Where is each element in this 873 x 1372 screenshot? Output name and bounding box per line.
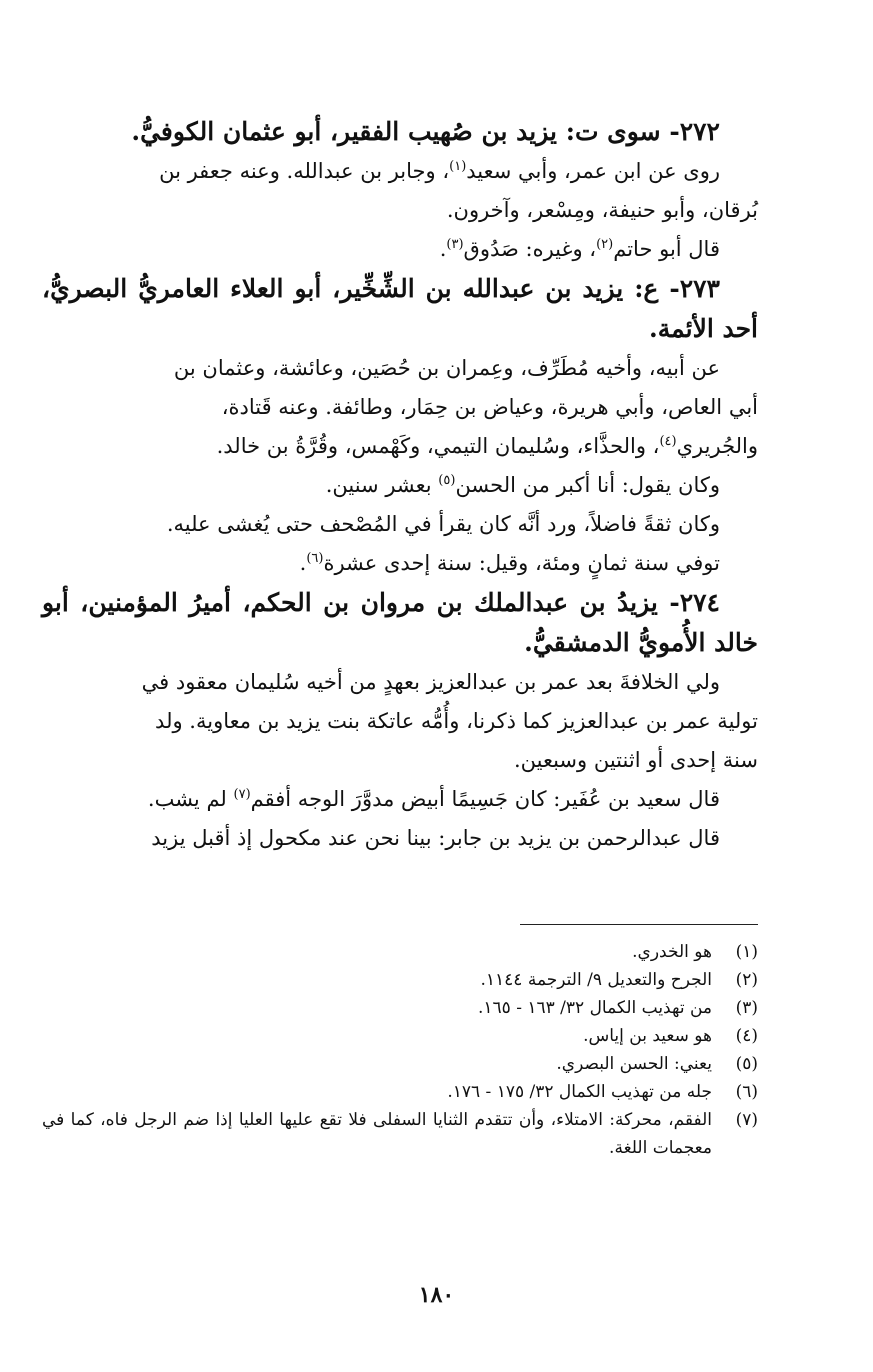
footnote (42, 966, 758, 994)
entry-title (42, 583, 758, 663)
text-line (42, 780, 758, 819)
footnote-number: (٤) (735, 1026, 758, 1046)
footnote-number: (٦) (735, 1082, 758, 1102)
text-line (42, 427, 758, 466)
entry-title-text: ٢٧٤- يزيدُ بن عبدالملك بن مروان بن الحكم، أميرُ المؤمنين، أبو خالد الأُمويُّ الدمشقيُّ. (42, 588, 758, 657)
text-segment: ، والحذَّاء، وسُليمان التيمي، وكَهْمس، وقُرَّةُ بن خالد. (216, 434, 660, 458)
text-segment: أبي العاص، وأبي هريرة، وعياض بن حِمَار، وطائفة. وعنه قَتادة، (221, 395, 758, 419)
text-segment: عن أبيه، وأخيه مُطَرِّف، وعِمران بن حُصَين، وعائشة، وعثمان بن (173, 356, 720, 380)
footnote-text: هو الخدري. (632, 942, 712, 962)
footnote-separator (520, 924, 758, 925)
text-segment: قال أبو حاتم (613, 237, 720, 261)
text-segment: سنة إحدى أو اثنتين وسبعين. (513, 748, 758, 772)
text-line (42, 152, 758, 191)
text-segment: توفي سنة ثمانٍ ومئة، وقيل: سنة إحدى عشرة (323, 551, 720, 575)
footnote (42, 994, 758, 1022)
text-segment: . (439, 237, 447, 261)
text-segment: . (299, 551, 307, 575)
footnote-text: الفقم، محركة: الامتلاء، وأن تتقدم الثنايا السفلى فلا تقع عليها العليا إذا ضم الرجل فاه، كما في معجمات اللغة. (42, 1110, 712, 1158)
text-segment: تولية عمر بن عبدالعزيز كما ذكرنا، وأُمُّه عاتكة بنت يزيد بن معاوية. ولد (155, 709, 758, 733)
page-number: ١٨٠ (418, 1282, 455, 1308)
footnote-ref: (٣) (446, 237, 464, 252)
text-line (42, 191, 758, 230)
footnote (42, 1050, 758, 1078)
footnote-ref: (٤) (659, 434, 677, 449)
text-line (42, 663, 758, 702)
footnote-text: جله من تهذيب الكمال ٣٢/ ١٧٥ - ١٧٦. (447, 1082, 712, 1102)
text-line (42, 349, 758, 388)
text-line (42, 544, 758, 583)
footnote (42, 1022, 758, 1050)
text-line (42, 741, 758, 780)
text-segment: لم يشب. (147, 787, 234, 811)
entry-title-text: ٢٧٢- سوى ت: يزيد بن صُهيب الفقير، أبو عثمان الكوفيُّ. (131, 117, 720, 146)
footnote-number: (٢) (735, 970, 758, 990)
text-segment: ، وجابر بن عبدالله. وعنه جعفر بن (159, 159, 450, 183)
entry-title (42, 112, 758, 152)
entry-title (42, 269, 758, 349)
footnote-ref: (٢) (596, 237, 614, 252)
footnote (42, 1078, 758, 1106)
text-line (42, 819, 758, 858)
text-segment: ولي الخلافةَ بعد عمر بن عبدالعزيز بعهدٍ من أخيه سُليمان معقود في (141, 670, 720, 694)
text-line (42, 702, 758, 741)
text-line (42, 388, 758, 427)
footnote (42, 938, 758, 966)
footnote-number: (٧) (735, 1110, 758, 1130)
footnote-ref: (٦) (306, 551, 324, 566)
text-segment: وكان يقول: أنا أكبر من الحسن (455, 473, 720, 497)
entry-title-text: ٢٧٣- ع: يزيد بن عبدالله بن الشِّخِّير، أبو العلاء العامريُّ البصريُّ، أحد الأئمة. (42, 274, 758, 343)
text-segment: روى عن ابن عمر، وأبي سعيد (466, 159, 720, 183)
footnote-ref: (٧) (233, 787, 251, 802)
text-line (42, 230, 758, 269)
text-segment: قال عبدالرحمن بن يزيد بن جابر: بينا نحن عند مكحول إذ أقبل يزيد (151, 826, 720, 850)
footnote-number: (٣) (735, 998, 758, 1018)
footnotes (42, 938, 758, 1162)
footnote-text: من تهذيب الكمال ٣٢/ ١٦٣ - ١٦٥. (477, 998, 712, 1018)
text-line (42, 505, 758, 544)
footnote-ref: (٥) (438, 473, 456, 488)
text-segment: بُرقان، وأبو حنيفة، ومِسْعر، وآخرون. (446, 198, 758, 222)
text-segment: قال سعيد بن عُفَير: كان جَسِيمًا أبيض مدوَّرَ الوجه أفقم (250, 787, 720, 811)
text-segment: والجُريري (676, 434, 758, 458)
footnote-ref: (١) (449, 159, 467, 174)
text-segment: ، وغيره: صَدُوق (463, 237, 597, 261)
text-segment: بعشر سنين. (325, 473, 439, 497)
footnote-text: يعني: الحسن البصري. (556, 1054, 712, 1074)
footnote-text: الجرح والتعديل ٩/ الترجمة ١١٤٤. (480, 970, 712, 990)
text-line (42, 466, 758, 505)
footnote (42, 1106, 758, 1162)
footnote-number: (٥) (735, 1054, 758, 1074)
footnote-number: (١) (735, 942, 758, 962)
text-segment: وكان ثقةً فاضلاً، ورد أنَّه كان يقرأ في المُصْحف حتى يُغشى عليه. (166, 512, 720, 536)
main-text (42, 112, 758, 858)
footnote-text: هو سعيد بن إياس. (583, 1026, 712, 1046)
